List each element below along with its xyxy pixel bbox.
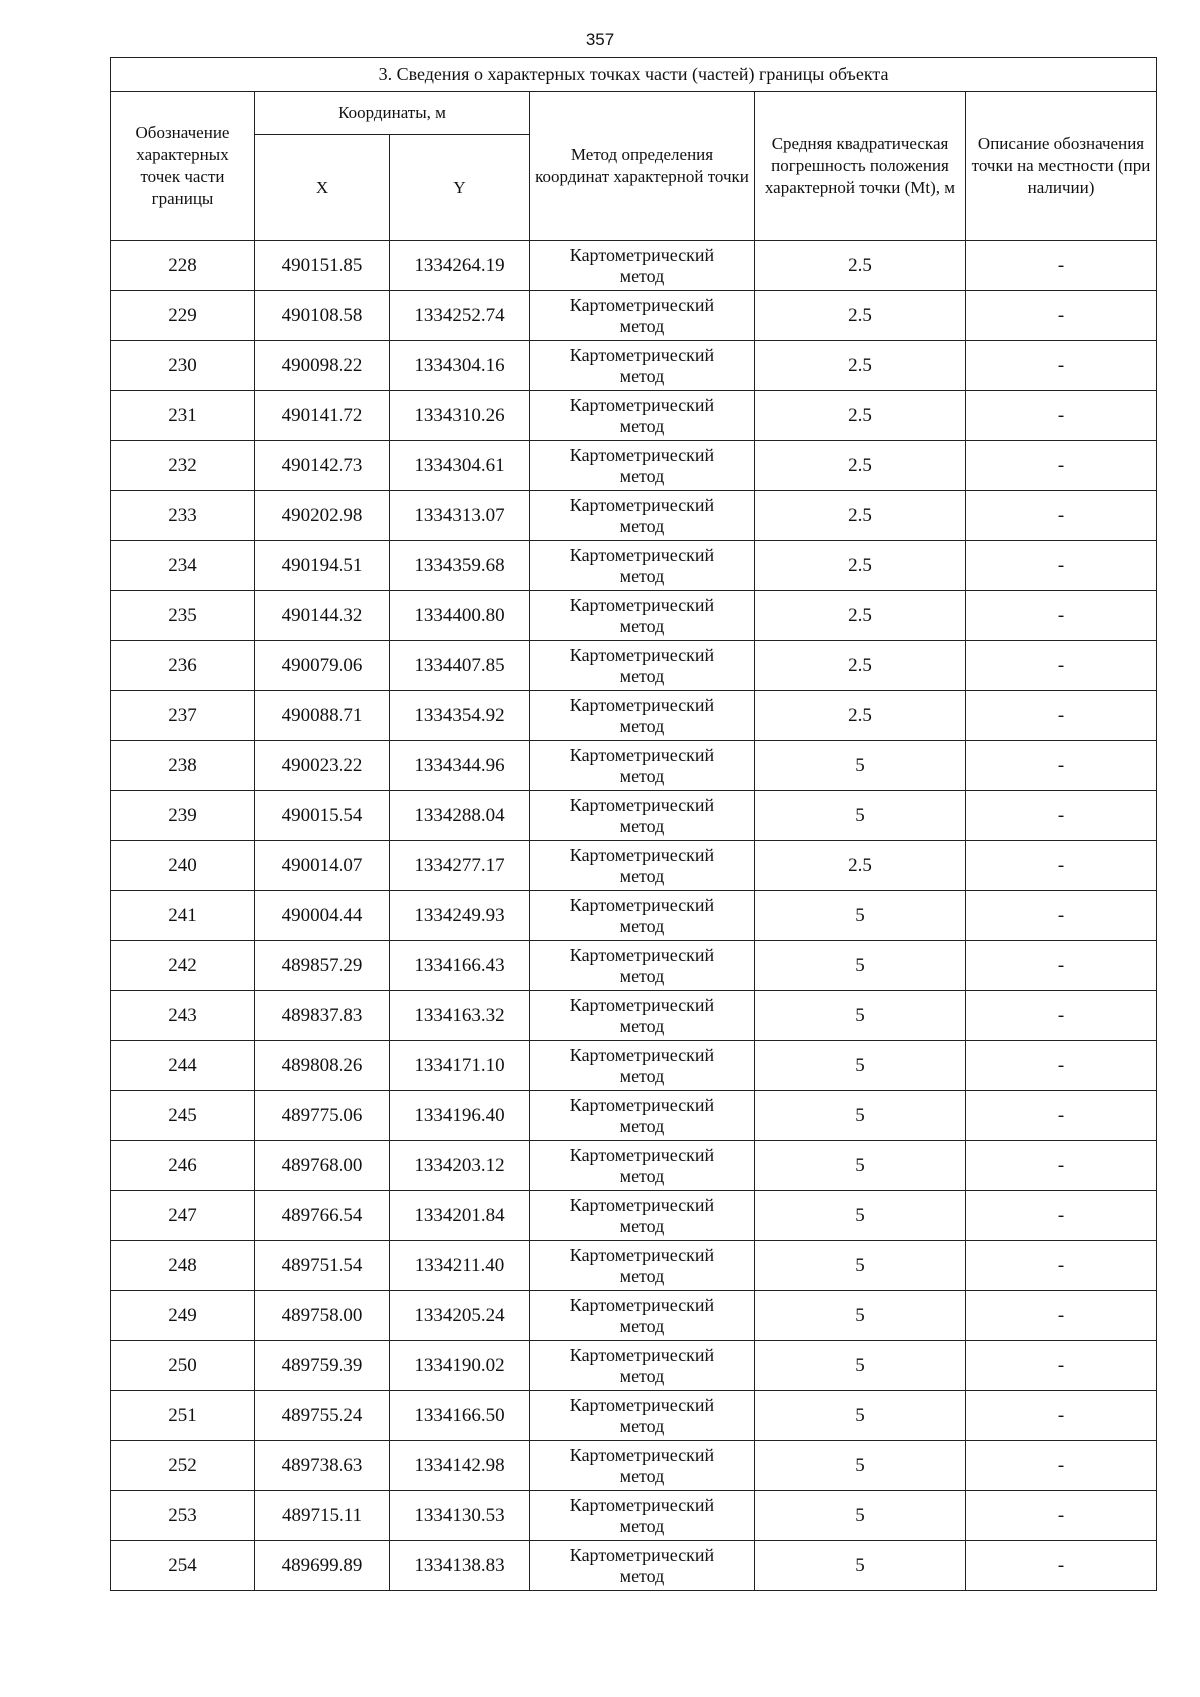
table-row <box>111 491 1157 541</box>
header-method: Метод определения координат характерной точки <box>530 92 755 241</box>
x-coordinate-cell: 490141.72 <box>255 391 390 441</box>
method-cell <box>530 1141 755 1191</box>
header-error: Средняя квадратическая погрешность положения характерной точки (Mt), м <box>755 92 966 241</box>
description-cell: - <box>966 741 1157 791</box>
point-cell: 243 <box>111 991 255 1041</box>
description-cell: - <box>966 1191 1157 1241</box>
error-cell: 2.5 <box>755 241 966 291</box>
method-text: метод <box>619 665 665 686</box>
x-coordinate-cell: 490144.32 <box>255 591 390 641</box>
section-title: 3. Сведения о характерных точках части (частей) границы объекта <box>111 58 1157 92</box>
error-cell: 2.5 <box>755 541 966 591</box>
y-coordinate-cell: 1334205.24 <box>390 1291 530 1341</box>
description-cell: - <box>966 241 1157 291</box>
x-coordinate-cell: 489758.00 <box>255 1291 390 1341</box>
table-body <box>111 241 1157 1591</box>
description-cell: - <box>966 1291 1157 1341</box>
x-coordinate-cell: 490079.06 <box>255 641 390 691</box>
method-text: метод <box>619 465 665 486</box>
method-text: метод <box>619 915 665 936</box>
method-cell <box>530 1241 755 1291</box>
table-row <box>111 1141 1157 1191</box>
x-coordinate-cell: 489775.06 <box>255 1091 390 1141</box>
point-cell: 235 <box>111 591 255 641</box>
x-coordinate-cell: 489766.54 <box>255 1191 390 1241</box>
y-coordinate-cell: 1334313.07 <box>390 491 530 541</box>
error-cell: 5 <box>755 741 966 791</box>
point-cell: 237 <box>111 691 255 741</box>
point-cell: 249 <box>111 1291 255 1341</box>
method-text: метод <box>619 565 665 586</box>
error-cell: 5 <box>755 1241 966 1291</box>
point-cell: 242 <box>111 941 255 991</box>
point-cell: 247 <box>111 1191 255 1241</box>
method-cell <box>530 291 755 341</box>
point-cell: 241 <box>111 891 255 941</box>
method-text: метод <box>619 265 665 286</box>
description-cell: - <box>966 1441 1157 1491</box>
method-text: Картометрический <box>569 1444 715 1465</box>
table-row <box>111 1391 1157 1441</box>
y-coordinate-cell: 1334171.10 <box>390 1041 530 1091</box>
method-text: метод <box>619 1215 665 1236</box>
table-row <box>111 841 1157 891</box>
method-cell <box>530 891 755 941</box>
x-coordinate-cell: 490151.85 <box>255 241 390 291</box>
header-coordinates: Координаты, м <box>255 92 530 135</box>
x-coordinate-cell: 490014.07 <box>255 841 390 891</box>
method-cell <box>530 641 755 691</box>
point-cell: 252 <box>111 1441 255 1491</box>
x-coordinate-cell: 490098.22 <box>255 341 390 391</box>
y-coordinate-cell: 1334359.68 <box>390 541 530 591</box>
x-coordinate-cell: 489715.11 <box>255 1491 390 1541</box>
method-text: метод <box>619 1365 665 1386</box>
method-text: Картометрический <box>569 344 715 365</box>
method-cell <box>530 1341 755 1391</box>
method-cell <box>530 1091 755 1141</box>
x-coordinate-cell: 489751.54 <box>255 1241 390 1291</box>
description-cell: - <box>966 691 1157 741</box>
error-cell: 5 <box>755 1541 966 1591</box>
method-cell <box>530 691 755 741</box>
error-cell: 2.5 <box>755 841 966 891</box>
y-coordinate-cell: 1334264.19 <box>390 241 530 291</box>
x-coordinate-cell: 489768.00 <box>255 1141 390 1191</box>
description-cell: - <box>966 491 1157 541</box>
y-coordinate-cell: 1334130.53 <box>390 1491 530 1541</box>
method-text: Картометрический <box>569 1194 715 1215</box>
description-cell: - <box>966 1141 1157 1191</box>
table-row <box>111 541 1157 591</box>
x-coordinate-cell: 489759.39 <box>255 1341 390 1391</box>
method-text: Картометрический <box>569 494 715 515</box>
method-text: метод <box>619 1465 665 1486</box>
error-cell: 2.5 <box>755 391 966 441</box>
method-cell <box>530 1391 755 1441</box>
error-cell: 5 <box>755 991 966 1041</box>
error-cell: 5 <box>755 1191 966 1241</box>
boundary-points-table <box>110 57 1157 1591</box>
method-text: метод <box>619 1565 665 1586</box>
method-text: Картометрический <box>569 1094 715 1115</box>
table-row <box>111 1491 1157 1541</box>
point-cell: 238 <box>111 741 255 791</box>
description-cell: - <box>966 1491 1157 1541</box>
table-row <box>111 1241 1157 1291</box>
x-coordinate-cell: 490142.73 <box>255 441 390 491</box>
table-row <box>111 991 1157 1041</box>
method-cell <box>530 1491 755 1541</box>
y-coordinate-cell: 1334400.80 <box>390 591 530 641</box>
method-text: Картометрический <box>569 1494 715 1515</box>
method-cell <box>530 1441 755 1491</box>
description-cell: - <box>966 441 1157 491</box>
table-row <box>111 291 1157 341</box>
point-cell: 228 <box>111 241 255 291</box>
table-row <box>111 1341 1157 1391</box>
method-cell <box>530 841 755 891</box>
method-text: Картометрический <box>569 394 715 415</box>
x-coordinate-cell: 490015.54 <box>255 791 390 841</box>
table-row <box>111 1041 1157 1091</box>
method-text: Картометрический <box>569 944 715 965</box>
method-cell <box>530 1041 755 1091</box>
error-cell: 2.5 <box>755 641 966 691</box>
y-coordinate-cell: 1334211.40 <box>390 1241 530 1291</box>
method-text: метод <box>619 865 665 886</box>
point-cell: 240 <box>111 841 255 891</box>
error-cell: 2.5 <box>755 441 966 491</box>
method-text: метод <box>619 315 665 336</box>
point-cell: 254 <box>111 1541 255 1591</box>
method-text: Картометрический <box>569 894 715 915</box>
x-coordinate-cell: 490004.44 <box>255 891 390 941</box>
description-cell: - <box>966 1041 1157 1091</box>
method-text: метод <box>619 965 665 986</box>
point-cell: 253 <box>111 1491 255 1541</box>
method-cell <box>530 591 755 641</box>
method-text: метод <box>619 415 665 436</box>
method-cell <box>530 541 755 591</box>
point-cell: 239 <box>111 791 255 841</box>
y-coordinate-cell: 1334190.02 <box>390 1341 530 1391</box>
y-coordinate-cell: 1334201.84 <box>390 1191 530 1241</box>
x-coordinate-cell: 489755.24 <box>255 1391 390 1441</box>
description-cell: - <box>966 841 1157 891</box>
header-point: Обозначение характерных точек части границы <box>111 92 255 241</box>
method-text: Картометрический <box>569 1294 715 1315</box>
point-cell: 229 <box>111 291 255 341</box>
method-cell <box>530 741 755 791</box>
description-cell: - <box>966 591 1157 641</box>
y-coordinate-cell: 1334277.17 <box>390 841 530 891</box>
header-x: X <box>255 135 390 241</box>
y-coordinate-cell: 1334142.98 <box>390 1441 530 1491</box>
x-coordinate-cell: 490194.51 <box>255 541 390 591</box>
x-coordinate-cell: 489857.29 <box>255 941 390 991</box>
description-cell: - <box>966 1541 1157 1591</box>
table-row <box>111 341 1157 391</box>
method-cell <box>530 491 755 541</box>
error-cell: 2.5 <box>755 691 966 741</box>
method-text: Картометрический <box>569 994 715 1015</box>
description-cell: - <box>966 1241 1157 1291</box>
description-cell: - <box>966 291 1157 341</box>
table-row <box>111 641 1157 691</box>
method-cell <box>530 341 755 391</box>
error-cell: 2.5 <box>755 491 966 541</box>
method-text: метод <box>619 815 665 836</box>
method-text: метод <box>619 1165 665 1186</box>
y-coordinate-cell: 1334354.92 <box>390 691 530 741</box>
y-coordinate-cell: 1334166.50 <box>390 1391 530 1441</box>
table-row <box>111 1091 1157 1141</box>
y-coordinate-cell: 1334249.93 <box>390 891 530 941</box>
error-cell: 5 <box>755 1041 966 1091</box>
error-cell: 5 <box>755 1341 966 1391</box>
method-text: Картометрический <box>569 744 715 765</box>
table-row <box>111 941 1157 991</box>
method-cell <box>530 1291 755 1341</box>
method-text: Картометрический <box>569 794 715 815</box>
table-row <box>111 1291 1157 1341</box>
method-text: Картометрический <box>569 1544 715 1565</box>
y-coordinate-cell: 1334163.32 <box>390 991 530 1041</box>
method-cell <box>530 241 755 291</box>
page-number: 357 <box>585 30 615 49</box>
table-row <box>111 391 1157 441</box>
x-coordinate-cell: 489699.89 <box>255 1541 390 1591</box>
point-cell: 245 <box>111 1091 255 1141</box>
y-coordinate-cell: 1334166.43 <box>390 941 530 991</box>
description-cell: - <box>966 1341 1157 1391</box>
description-cell: - <box>966 791 1157 841</box>
x-coordinate-cell: 490023.22 <box>255 741 390 791</box>
method-cell <box>530 791 755 841</box>
table-row <box>111 441 1157 491</box>
error-cell: 5 <box>755 941 966 991</box>
x-coordinate-cell: 490202.98 <box>255 491 390 541</box>
error-cell: 5 <box>755 1091 966 1141</box>
point-cell: 231 <box>111 391 255 441</box>
method-text: Картометрический <box>569 444 715 465</box>
method-text: метод <box>619 1115 665 1136</box>
table-row <box>111 591 1157 641</box>
method-text: метод <box>619 1265 665 1286</box>
point-cell: 234 <box>111 541 255 591</box>
method-cell <box>530 441 755 491</box>
error-cell: 5 <box>755 1441 966 1491</box>
method-text: Картометрический <box>569 694 715 715</box>
method-cell <box>530 941 755 991</box>
method-text: метод <box>619 615 665 636</box>
method-text: Картометрический <box>569 1044 715 1065</box>
y-coordinate-cell: 1334196.40 <box>390 1091 530 1141</box>
method-text: Картометрический <box>569 1394 715 1415</box>
point-cell: 232 <box>111 441 255 491</box>
point-cell: 246 <box>111 1141 255 1191</box>
method-text: метод <box>619 715 665 736</box>
x-coordinate-cell: 489837.83 <box>255 991 390 1041</box>
method-text: Картометрический <box>569 294 715 315</box>
y-coordinate-cell: 1334344.96 <box>390 741 530 791</box>
method-text: Картометрический <box>569 544 715 565</box>
description-cell: - <box>966 991 1157 1041</box>
table-row <box>111 691 1157 741</box>
error-cell: 5 <box>755 891 966 941</box>
description-cell: - <box>966 641 1157 691</box>
method-text: метод <box>619 1015 665 1036</box>
y-coordinate-cell: 1334252.74 <box>390 291 530 341</box>
method-text: Картометрический <box>569 594 715 615</box>
method-text: Картометрический <box>569 644 715 665</box>
y-coordinate-cell: 1334407.85 <box>390 641 530 691</box>
description-cell: - <box>966 1091 1157 1141</box>
method-cell <box>530 391 755 441</box>
error-cell: 2.5 <box>755 591 966 641</box>
point-cell: 251 <box>111 1391 255 1441</box>
method-text: Картометрический <box>569 844 715 865</box>
y-coordinate-cell: 1334310.26 <box>390 391 530 441</box>
method-text: метод <box>619 365 665 386</box>
table-row <box>111 241 1157 291</box>
table-row <box>111 1541 1157 1591</box>
error-cell: 2.5 <box>755 341 966 391</box>
method-text: метод <box>619 1415 665 1436</box>
table-row <box>111 1441 1157 1491</box>
method-text: Картометрический <box>569 1144 715 1165</box>
description-cell: - <box>966 341 1157 391</box>
method-text: Картометрический <box>569 244 715 265</box>
method-text: Картометрический <box>569 1344 715 1365</box>
y-coordinate-cell: 1334203.12 <box>390 1141 530 1191</box>
description-cell: - <box>966 891 1157 941</box>
method-text: метод <box>619 1515 665 1536</box>
point-cell: 250 <box>111 1341 255 1391</box>
error-cell: 5 <box>755 791 966 841</box>
error-cell: 5 <box>755 1391 966 1441</box>
method-cell <box>530 1191 755 1241</box>
error-cell: 5 <box>755 1291 966 1341</box>
method-text: Картометрический <box>569 1244 715 1265</box>
table-row <box>111 791 1157 841</box>
y-coordinate-cell: 1334304.61 <box>390 441 530 491</box>
error-cell: 5 <box>755 1141 966 1191</box>
method-cell <box>530 1541 755 1591</box>
method-text: метод <box>619 1065 665 1086</box>
x-coordinate-cell: 489808.26 <box>255 1041 390 1091</box>
method-text: метод <box>619 1315 665 1336</box>
method-text: метод <box>619 515 665 536</box>
description-cell: - <box>966 391 1157 441</box>
table-row <box>111 741 1157 791</box>
x-coordinate-cell: 490088.71 <box>255 691 390 741</box>
point-cell: 248 <box>111 1241 255 1291</box>
method-text: метод <box>619 765 665 786</box>
description-cell: - <box>966 541 1157 591</box>
point-cell: 230 <box>111 341 255 391</box>
description-cell: - <box>966 941 1157 991</box>
header-y: Y <box>390 135 530 241</box>
error-cell: 5 <box>755 1491 966 1541</box>
x-coordinate-cell: 490108.58 <box>255 291 390 341</box>
header-description: Описание обозначения точки на местности (при наличии) <box>966 92 1157 241</box>
y-coordinate-cell: 1334304.16 <box>390 341 530 391</box>
table-row <box>111 1191 1157 1241</box>
method-cell <box>530 991 755 1041</box>
point-cell: 244 <box>111 1041 255 1091</box>
description-cell: - <box>966 1391 1157 1441</box>
table-row <box>111 891 1157 941</box>
point-cell: 233 <box>111 491 255 541</box>
error-cell: 2.5 <box>755 291 966 341</box>
y-coordinate-cell: 1334138.83 <box>390 1541 530 1591</box>
y-coordinate-cell: 1334288.04 <box>390 791 530 841</box>
point-cell: 236 <box>111 641 255 691</box>
x-coordinate-cell: 489738.63 <box>255 1441 390 1491</box>
